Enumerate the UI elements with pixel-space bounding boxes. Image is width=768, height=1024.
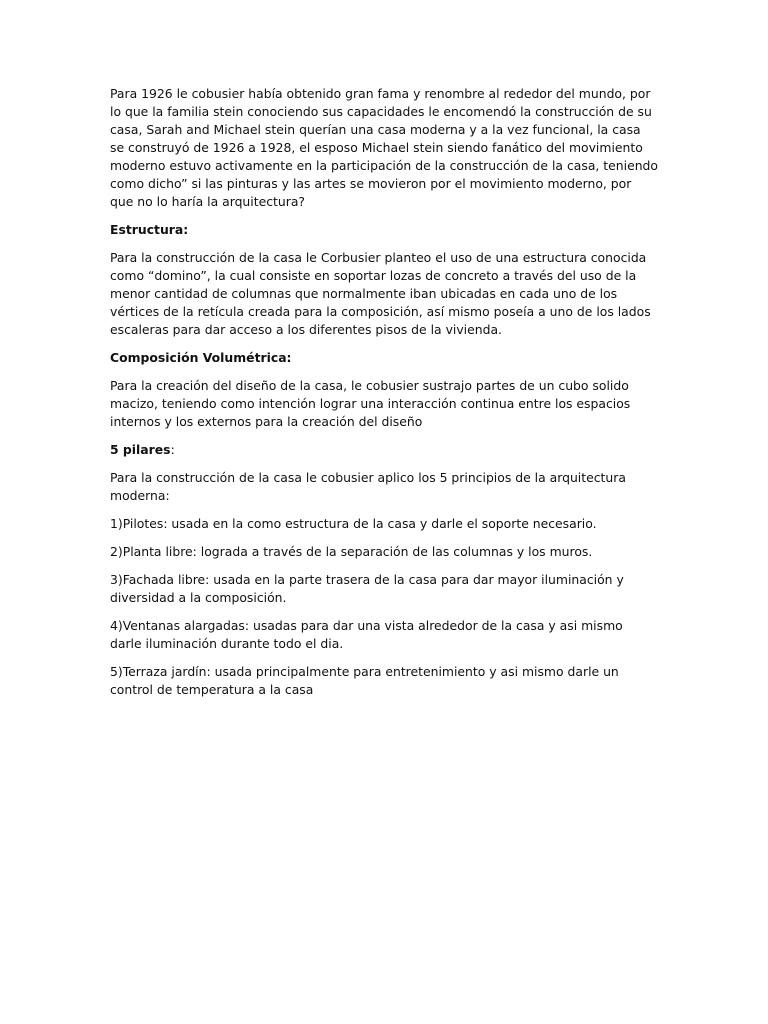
pilar-item-3: 3)Fachada libre: usada en la parte trasera de la casa para dar mayor iluminación y diversidad a la composición. — [110, 572, 624, 605]
document-page — [110, 85, 658, 709]
pilar-item-1: 1)Pilotes: usada en la como estructura de la casa y darle el soporte necesario. — [110, 516, 597, 531]
pilares-heading — [110, 441, 658, 459]
composicion-heading: Composición Volumétrica: — [110, 350, 292, 365]
pilar-item-5: 5)Terraza jardín: usada principalmente para entretenimiento y asi mismo darle un control de temperatura a la casa — [110, 664, 619, 697]
composicion-paragraph: Para la creación del diseño de la casa, le cobusier sustrajo partes de un cubo solido macizo, teniendo como intención lograr una interacción continua entre los espacios internos y los externos para la creación del diseño — [110, 378, 631, 429]
pilares-heading-colon: : — [170, 442, 175, 457]
pilar-item-4: 4)Ventanas alargadas: usadas para dar una vista alrededor de la casa y asi mismo darle iluminación durante todo el dia. — [110, 618, 623, 651]
estructura-heading: Estructura: — [110, 222, 189, 237]
pilares-heading-bold: 5 pilares — [110, 442, 171, 457]
pilares-intro-paragraph: Para la construcción de la casa le cobusier aplico los 5 principios de la arquitectura moderna: — [110, 470, 626, 503]
estructura-paragraph: Para la construcción de la casa le Corbusier planteo el uso de una estructura conocida como “domino”, la cual consiste en soportar lozas de concreto a través del uso de la menor cantidad de columnas que normalmente iban ubicadas en cada uno de los vértices de la retícula creada para la composición, así mismo poseía a uno de los lados escaleras para dar acceso a los diferentes pisos de la vivienda. — [110, 250, 651, 337]
pilar-item-2: 2)Planta libre: lograda a través de la separación de las columnas y los muros. — [110, 544, 593, 559]
intro-paragraph: Para 1926 le cobusier había obtenido gran fama y renombre al rededor del mundo, por lo que la familia stein conociendo sus capacidades le encomendó la construcción de su casa, Sarah and Michael stein querían una casa moderna y a la vez funcional, la casa se construyó de 1926 a 1928, el esposo Michael stein siendo fanático del movimiento moderno estuvo activamente en la participación de la construcción de la casa, teniendo como dicho” si las pinturas y las artes se movieron por el movimiento moderno, por que no lo haría la arquitectura? — [110, 86, 658, 209]
